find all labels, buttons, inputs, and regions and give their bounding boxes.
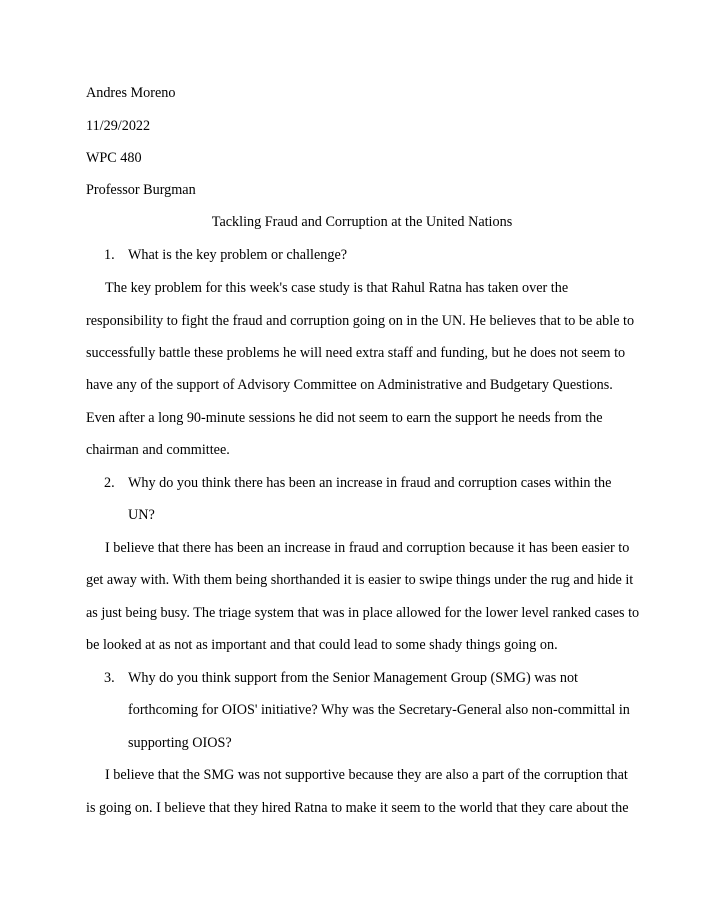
answer-1-line: successfully battle these problems he will need extra staff and funding, but he does not seem to [86,345,626,361]
author-name: Andres Moreno [86,85,176,101]
question-3-number: 3. [104,670,115,686]
answer-1-line: responsibility to fight the fraud and corruption going on in the UN. He believes that to be able to [86,313,635,329]
answer-1-line: The key problem for this week's case study is that Rahul Ratna has taken over the [105,280,569,296]
course-code: WPC 480 [86,150,142,166]
answer-1-line: chairman and committee. [86,442,230,458]
professor-name: Professor Burgman [86,182,196,198]
answer-2-line: as just being busy. The triage system that was in place allowed for the lower level ranked cases to [86,605,640,621]
document-date: 11/29/2022 [86,118,151,134]
question-3-line: supporting OIOS? [128,735,232,751]
answer-2-line: be looked at as not as important and that could lead to some shady things going on. [86,637,558,653]
answer-2-line: I believe that there has been an increase in fraud and corruption because it has been easier to [105,540,630,556]
question-1-number: 1. [104,247,115,263]
question-2-line: UN? [128,507,155,523]
question-2-number: 2. [104,475,115,491]
question-3-line: forthcoming for OIOS' initiative? Why was the Secretary-General also non-committal in [128,702,630,718]
answer-3-line: I believe that the SMG was not supportive because they are also a part of the corruption that [105,767,628,783]
question-2-line: Why do you think there has been an increase in fraud and corruption cases within the [128,475,612,491]
answer-3-line: is going on. I believe that they hired Ratna to make it seem to the world that they care about the [86,800,629,816]
document-title: Tackling Fraud and Corruption at the United Nations [211,214,513,230]
answer-2-line: get away with. With them being shorthanded it is easier to swipe things under the rug and hide it [86,572,634,588]
question-1-line: What is the key problem or challenge? [128,247,348,263]
answer-1-line: have any of the support of Advisory Committee on Administrative and Budgetary Questions. [86,377,613,393]
answer-1-line: Even after a long 90-minute sessions he did not seem to earn the support he needs from the [86,410,603,426]
question-3-line: Why do you think support from the Senior Management Group (SMG) was not [128,670,578,686]
